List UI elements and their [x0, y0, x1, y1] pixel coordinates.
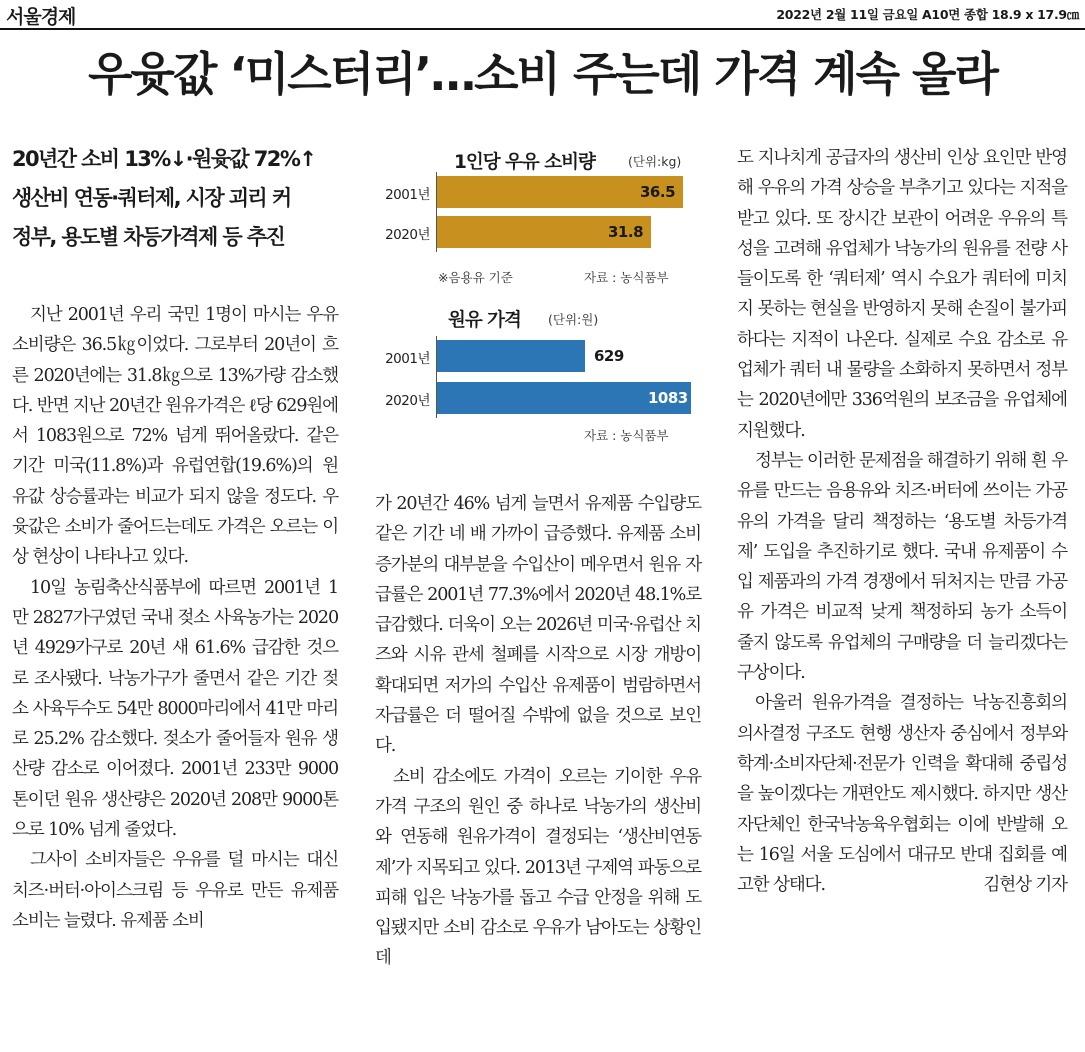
chart-value-label: 36.5	[640, 183, 676, 201]
chart-category-label: 2020년	[385, 227, 430, 243]
raw-milk-price-chart	[372, 300, 702, 450]
subheadlines	[12, 140, 342, 257]
headline: 우윳값 ‘미스터리’…소비 주는데 가격 계속 올라	[88, 47, 997, 101]
chart-unit: (단위:kg)	[628, 154, 682, 169]
article-column-3	[737, 143, 1067, 901]
chart-note: ※음용유 기준	[438, 270, 513, 285]
chart-category-label: 2001년	[385, 351, 430, 367]
chart-title: 1인당 우유 소비량	[454, 152, 595, 173]
milk-consumption-chart	[372, 140, 702, 290]
paragraph: 아울러 원유가격을 결정하는 낙농진흥회의 의사결정 구조도 현행 생산자 중심에서 정부와 학계·소비자단체·전문가 인력을 확대해 중립성을 높이겠다는 개편안도 제시했다. 하지만 생산자단체인 한국낙농육우협회는 이에 반발해 오는 16일 서울 도심에서 대규모 반대 집회를 예고한 상태다.	[737, 693, 1067, 896]
chart-title: 원유 가격	[448, 310, 521, 331]
byline: 김현상 기자	[983, 875, 1067, 896]
chart-value-label: 31.8	[608, 223, 644, 241]
chart-source: 자료 : 농식품부	[584, 270, 669, 285]
chart-unit: (단위:원)	[548, 312, 599, 327]
paragraph: 도 지나치게 공급자의 생산비 인상 요인만 반영해 우유의 가격 상승을 부추기고 있다는 지적을 받고 있다. 또 장시간 보관이 어려운 우유의 특성을 고려해 유업체가 낙농가의 원유를 전량 사들이도록 한 ‘쿼터제’ 역시 수요가 쿼터에 미치지 못하는 현실을 반영하지 못해 손질이 불가피하다는 지적이 나온다. 실제로 수요 감소로 유업체가 쿼터 내 물량을 소화하지 못하면서 정부는 2020년에만 336억원의 보조금을 유업체에 지원했다.	[737, 148, 1067, 441]
chart-value-label: 1083	[648, 389, 688, 407]
article-column-1	[12, 300, 338, 936]
newspaper-name: 서울경제	[6, 6, 76, 28]
paragraph: 그사이 소비자들은 우유를 덜 마시는 대신 치즈·버터·아이스크림 등 우유로 만든 유제품 소비는 늘렸다. 유제품 소비	[12, 850, 338, 931]
paragraph: 가 20년간 46% 넘게 늘면서 유제품 수입량도 같은 기간 네 배 가까이 급증했다. 유제품 소비 증가분의 대부분을 수입산이 메우면서 원유 자급률은 2001년 77.3%에서 2020년 48.1%로 급감했다. 더욱이 오는 2026년 미국·유럽산 치즈와 시유 관세 철폐를 시작으로 시장 개방이 확대되면 저가의 수입산 유제품이 범람하면서 자급률은 더 떨어질 수밖에 없을 것으로 보인다.	[375, 494, 701, 757]
chart-source: 자료 : 농식품부	[584, 428, 669, 443]
subheadline: 생산비 연동·쿼터제, 시장 괴리 커	[12, 186, 291, 210]
paragraph: 10일 농림축산식품부에 따르면 2001년 1만 2827가구였던 국내 젖소 사육농가는 2020년 4929가구로 20년 새 61.6% 급감한 것으로 조사됐다. 낙농가구가 줄면서 같은 기간 젖소 사육두수도 54만 8000마리에서 41만 마리로 25.2% 감소했다. 젖소가 줄어들자 원유 생산량 감소로 이어졌다. 2001년 233만 9000톤이던 원유 생산량은 2020년 208만 9000톤으로 10% 넘게 줄었다.	[12, 577, 338, 841]
masthead-rule	[0, 28, 1085, 30]
paragraph: 소비 감소에도 가격이 오르는 기이한 우유 가격 구조의 원인 중 하나로 낙농가의 생산비와 연동해 원유가격이 결정되는 ‘생산비연동제’가 지목되고 있다. 2013년 구제역 파동으로 피해 입은 낙농가를 돕고 수급 안정을 위해 도입됐지만 소비 감소로 우유가 남아도는 상황인데	[375, 766, 701, 969]
article-column-2	[375, 489, 701, 974]
subheadline: 20년간 소비 13%↓·원윳값 72%↑	[12, 147, 316, 171]
chart-bar	[437, 340, 585, 372]
subheadline: 정부, 용도별 차등가격제 등 추진	[12, 225, 285, 249]
chart-value-label: 629	[594, 347, 624, 365]
publication-info: 2022년 2월 11일 금요일 A10면 종합 18.9 x 17.9㎝	[776, 7, 1079, 22]
chart-category-label: 2020년	[385, 393, 430, 409]
paragraph: 지난 2001년 우리 국민 1명이 마시는 우유 소비량은 36.5㎏이었다. 그로부터 20년이 흐른 2020년에는 31.8㎏으로 13%가량 감소했다. 반면 지난 20년간 원유가격은 ℓ당 629원에서 1083원으로 72% 넘게 뛰어올랐다. 같은 기간 미국(11.8%)과 유럽연합(19.6%)의 원유값 상승률과는 비교가 되지 않을 정도다. 우윳값은 소비가 줄어드는데도 가격은 오르는 이상 현상이 나타나고 있다.	[12, 305, 338, 568]
chart-category-label: 2001년	[385, 187, 430, 203]
paragraph: 정부는 이러한 문제점을 해결하기 위해 흰 우유를 만드는 음용유와 치즈·버터에 쓰이는 가공유의 가격을 달리 책정하는 ‘용도별 차등가격제’ 도입을 추진하기로 했다. 국내 유제품이 수입 제품과의 가격 경쟁에서 뒤처지는 만큼 가공유 가격은 비교적 낮게 책정하되 농가 소득이 줄지 않도록 유업체의 구매량을 더 늘리겠다는 구상이다.	[737, 450, 1067, 684]
